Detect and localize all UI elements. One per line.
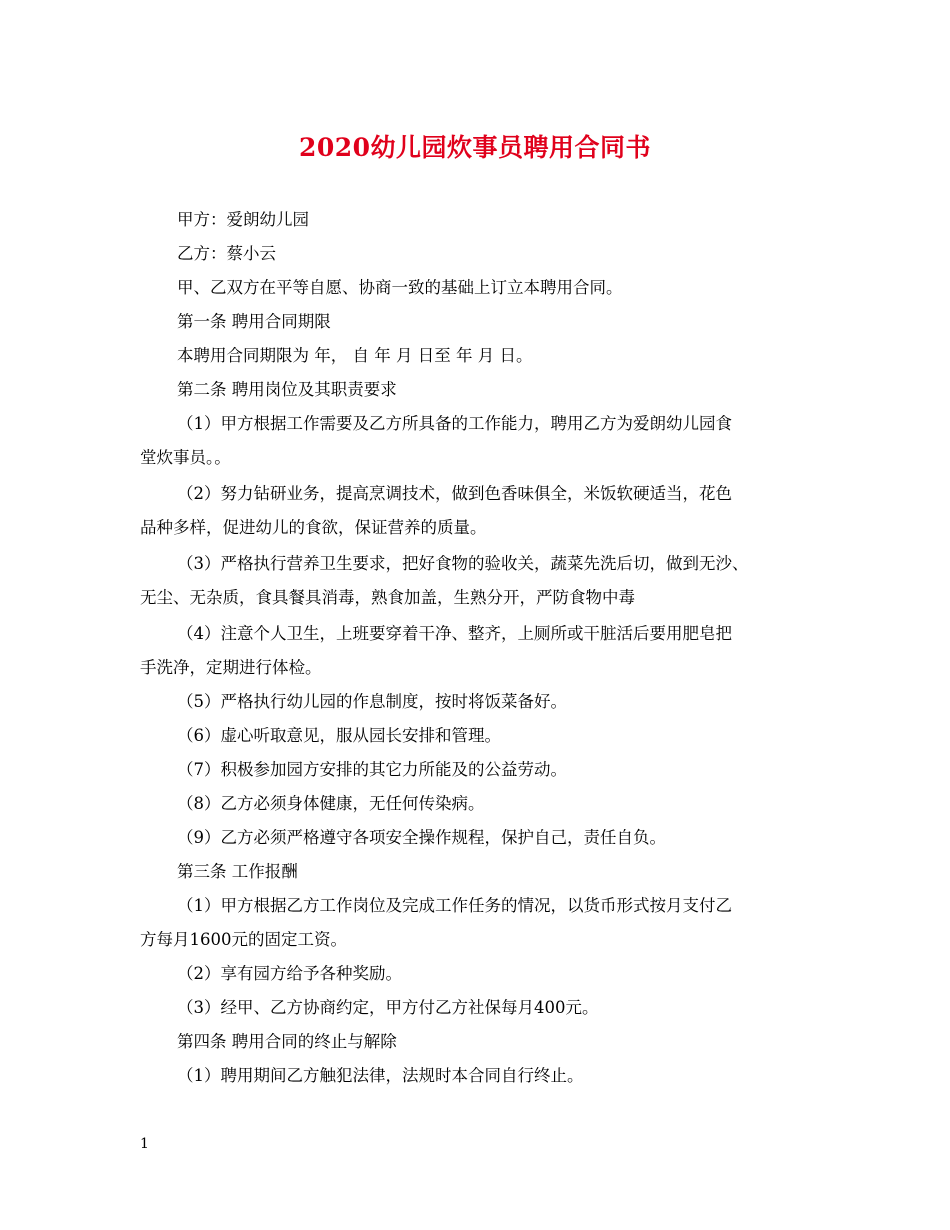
article-2-item-8: （8）乙方必须身体健康，无任何传染病。 (177, 794, 485, 813)
article-2-item-1-line-2: 堂炊事员。。 (140, 448, 231, 467)
article-1-text: 本聘用合同期限为 年， 自 年 月 日至 年 月 日。 (177, 346, 533, 365)
article-2-item-2-line-2: 品种多样，促进幼儿的食欲，保证营养的质量。 (140, 518, 487, 537)
article-2-item-3-line-2: 无尘、无杂质，食具餐具消毒，熟食加盖，生熟分开，严防食物中毒 (140, 588, 635, 607)
article-3-item-2: （2）享有园方给予各种奖励。 (177, 964, 402, 983)
article-2-item-4-line-1: （4）注意个人卫生，上班要穿着干净、整齐，上厕所或干脏活后要用肥皂把 (177, 624, 732, 643)
article-3-item-1-line-2: 方每月1600元的固定工资。 (140, 930, 347, 949)
article-2-item-5: （5）严格执行幼儿园的作息制度，按时将饭菜备好。 (177, 692, 567, 711)
article-1-heading: 第一条 聘用合同期限 (177, 312, 331, 331)
article-2-heading: 第二条 聘用岗位及其职责要求 (177, 380, 397, 399)
article-4-heading: 第四条 聘用合同的终止与解除 (177, 1032, 397, 1051)
article-2-item-7: （7）积极参加园方安排的其它力所能及的公益劳动。 (177, 760, 567, 779)
article-4-item-1: （1）聘用期间乙方触犯法律，法规时本合同自行终止。 (177, 1066, 584, 1085)
party-a-line: 甲方：爱朗幼儿园 (177, 210, 309, 229)
article-2-item-6: （6）虚心听取意见，服从园长安排和管理。 (177, 726, 501, 745)
preamble-paragraph: 甲、乙双方在平等自愿、协商一致的基础上订立本聘用合同。 (177, 278, 623, 297)
article-2-item-9: （9）乙方必须严格遵守各项安全操作规程，保护自己，责任自负。 (177, 828, 666, 847)
page-number: 1 (140, 1136, 149, 1152)
article-3-item-3: （3）经甲、乙方协商约定，甲方付乙方社保每月400元。 (177, 998, 599, 1017)
document-title: 2020幼儿园炊事员聘用合同书 (298, 133, 652, 162)
party-b-line: 乙方：蔡小云 (177, 244, 276, 263)
article-3-heading: 第三条 工作报酬 (177, 862, 298, 881)
article-2-item-2-line-1: （2）努力钻研业务，提高烹调技术，做到色香味俱全，米饭软硬适当，花色 (177, 484, 732, 503)
article-3-item-1-line-1: （1）甲方根据乙方工作岗位及完成工作任务的情况，以货币形式按月支付乙 (177, 896, 732, 915)
article-2-item-3-line-1: （3）严格执行营养卫生要求，把好食物的验收关，蔬菜先洗后切，做到无沙、 (177, 554, 749, 573)
article-2-item-4-line-2: 手洗净，定期进行体检。 (140, 658, 322, 677)
article-2-item-1-line-1: （1）甲方根据工作需要及乙方所具备的工作能力，聘用乙方为爱朗幼儿园食 (177, 414, 732, 433)
